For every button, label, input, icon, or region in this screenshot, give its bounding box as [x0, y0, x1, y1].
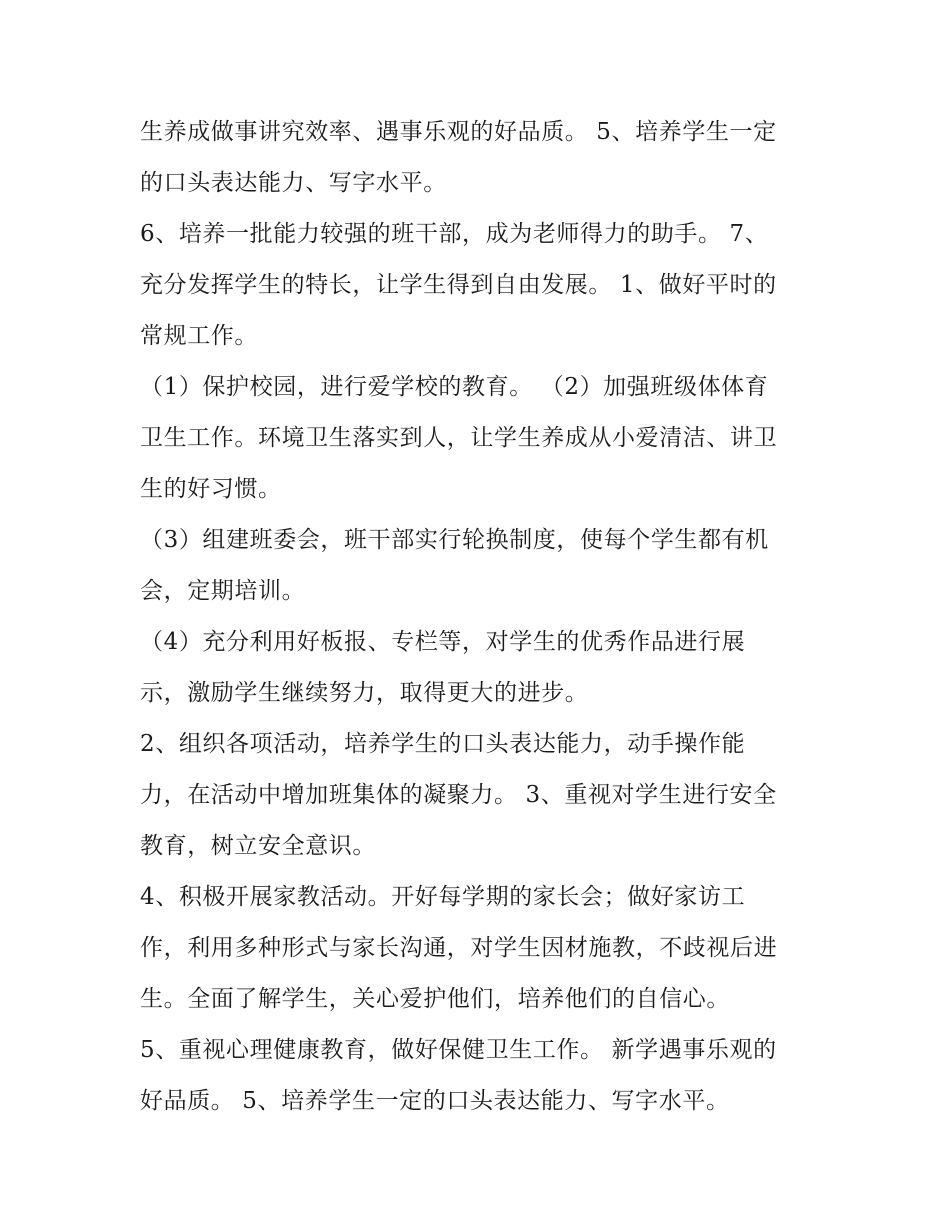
- text-line-11: （4）充分利用好板报、专栏等，对学生的优秀作品进行展: [140, 629, 746, 655]
- text-line-9: （3）组建班委会，班干部实行轮换制度，使每个学生都有机: [140, 527, 769, 553]
- text-line-3: 6、培养一批能力较强的班干部，成为老师得力的助手。 7、: [140, 221, 769, 247]
- document-body: [140, 107, 840, 1127]
- text-line-6: （1）保护校园，进行爱学校的教育。 （2）加强班级体体育: [140, 374, 769, 400]
- text-line-17: 作，利用多种形式与家长沟通，对学生因材施教，不歧视后进: [140, 935, 778, 961]
- text-line-20: 好品质。 5、培养学生一定的口头表达能力、写字水平。: [140, 1088, 730, 1114]
- text-line-14: 力，在活动中增加班集体的凝聚力。 3、重视对学生进行安全: [140, 782, 777, 808]
- text-line-5: 常规工作。: [140, 323, 258, 349]
- text-line-7: 卫生工作。环境卫生落实到人，让学生养成从小爱清洁、讲卫: [140, 425, 778, 451]
- text-line-1: 生养成做事讲究效率、遇事乐观的好品质。 5、培养学生一定: [140, 119, 777, 145]
- text-line-2: 的口头表达能力、写字水平。: [140, 170, 447, 196]
- text-line-18: 生。全面了解学生，关心爱护他们，培养他们的自信心。: [140, 986, 730, 1012]
- text-line-10: 会，定期培训。: [140, 578, 306, 604]
- text-line-13: 2、组织各项活动，培养学生的口头表达能力，动手操作能: [140, 731, 746, 757]
- text-line-19: 5、重视心理健康教育，做好保健卫生工作。 新学遇事乐观的: [140, 1037, 777, 1063]
- text-line-16: 4、积极开展家教活动。开好每学期的家长会；做好家访工: [140, 884, 746, 910]
- text-line-8: 生的好习惯。: [140, 476, 282, 502]
- text-line-15: 教育，树立安全意识。: [140, 833, 376, 859]
- text-line-12: 示，激励学生继续努力，取得更大的进步。: [140, 680, 589, 706]
- text-line-4: 充分发挥学生的特长，让学生得到自由发展。 1、做好平时的: [140, 272, 777, 298]
